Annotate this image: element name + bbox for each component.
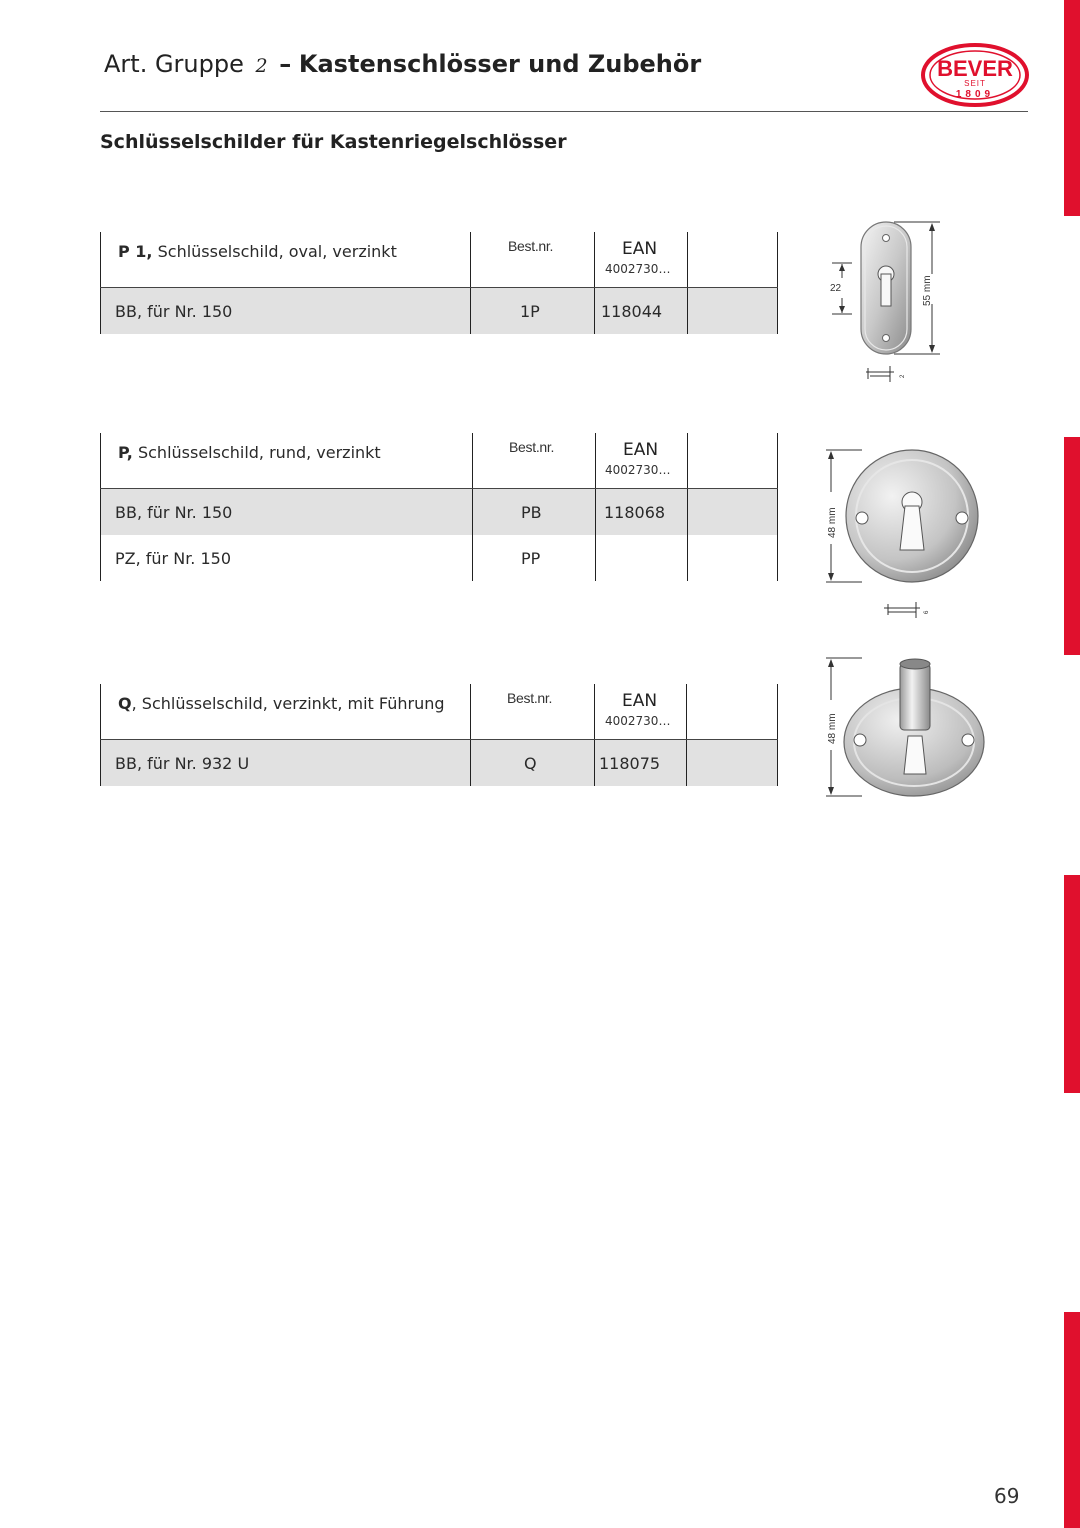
round-escutcheon-drawing [818,446,976,626]
row-desc: BB, für Nr. 932 U [115,754,250,773]
logo-seit: SEIT [964,79,986,88]
page-header-title [104,50,701,78]
col-ean-header: EAN [622,239,658,259]
ean-prefix: 4002730… [605,463,671,477]
table-border [100,433,101,581]
dim-height: 55 mm [922,275,933,306]
red-tab-1 [1064,0,1080,216]
row-bestnr: 1P [520,302,540,321]
product-desc: Schlüsselschild, oval, verzinkt [157,242,397,261]
table-border [594,684,595,786]
header-dash: – [279,50,292,78]
product-code: Q [118,694,132,713]
dim-height: 48 mm [827,507,838,538]
row-desc: PZ, für Nr. 150 [115,549,232,568]
row-bestnr: Q [524,754,537,773]
table-border [777,232,778,334]
row-bestnr: PB [521,503,542,522]
table-border [100,232,101,334]
table-border [100,739,778,740]
header-group-number: 2 [255,55,268,77]
product-table-q [100,684,778,786]
col-bestnr-header: Best.nr. [508,238,554,254]
col-ean-header: EAN [622,691,658,711]
header-prefix: Art. Gruppe [104,50,244,78]
col-bestnr-header: Best.nr. [507,690,553,706]
logo-year: 1809 [955,89,995,100]
product-code: P 1, [118,242,153,261]
table-border [595,433,596,581]
row-desc: BB, für Nr. 150 [115,503,233,522]
table-border [470,232,471,334]
table-border [100,488,778,489]
table-border [594,232,595,334]
table-border [686,684,687,786]
table-border [100,684,101,786]
row-ean: 118075 [599,754,661,773]
dim-height: 48 mm [827,713,838,744]
header-title-text: Kastenschlösser und Zubehör [298,50,702,78]
row-ean: 118044 [601,302,663,321]
product-table-p [100,433,778,581]
table-border [470,684,471,786]
row-desc: BB, für Nr. 150 [115,302,233,321]
product-code: P, [118,443,133,462]
product-name [118,443,381,462]
dim-thickness: 2 [900,374,906,378]
dim-hole: 22 [830,283,842,294]
col-ean-header: EAN [623,440,659,460]
product-name [118,694,445,713]
guided-escutcheon-drawing [818,650,976,800]
bever-logo [920,42,1030,108]
col-bestnr-header: Best.nr. [509,439,555,455]
row-bestnr: PP [521,549,541,568]
product-desc: , Schlüsselschild, verzinkt, mit Führung [131,694,445,713]
table-border [100,287,778,288]
oval-escutcheon-drawing [818,216,933,386]
product-table-p1 [100,232,778,334]
red-tab-2 [1064,437,1080,655]
dim-thickness: 6 [924,610,930,614]
section-title: Schlüsselschilder für Kastenriegelschlösser [100,131,567,153]
table-border [687,433,688,581]
table-border [472,433,473,581]
table-border [777,433,778,581]
page-number: 69 [994,1484,1020,1508]
table-border [687,232,688,334]
header-divider [100,111,1028,112]
ean-prefix: 4002730… [605,262,671,276]
red-tab-3 [1064,875,1080,1093]
product-name [118,242,397,261]
ean-prefix: 4002730… [605,714,671,728]
row-ean: 118068 [604,503,666,522]
product-desc: Schlüsselschild, rund, verzinkt [137,443,381,462]
table-border [777,684,778,786]
red-tab-4 [1064,1312,1080,1528]
logo-brand: BEVER [937,56,1013,81]
